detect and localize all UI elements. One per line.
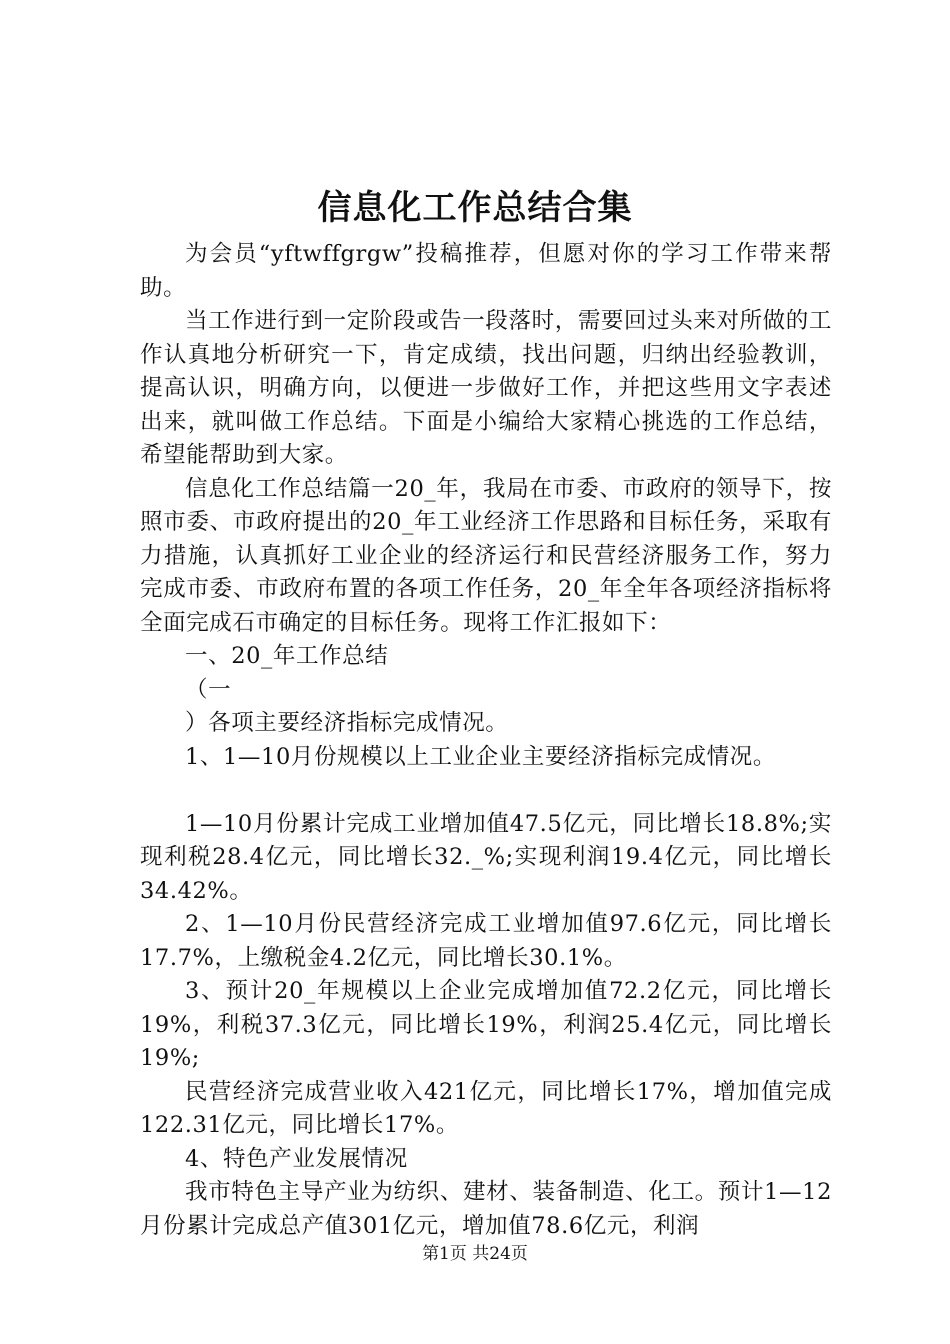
subsection-marker-open: （一 [185,676,232,703]
paragraph-contributor-note: 为会员“yftwffgrgw”投稿推荐，但愿对你的学习工作带来帮助。 [140,241,832,301]
page-number-footer: 第1页 共24页 [422,1244,528,1264]
paragraph-forecast: 3、预计20_年规模以上企业完成增加值72.2亿元，同比增长19%，利税37.3亿元，同比增长19%，利润25.4亿元，同比增长19%; [140,978,832,1071]
subsection-heading-indicators: ）各项主要经济指标完成情况。 [185,710,509,736]
section-heading-summary: 一、20_年工作总结 [185,643,389,669]
document-body [140,238,832,1243]
paragraph-private-economy: 2、1—10月份民营经济完成工业增加值97.6亿元，同比增长17.7%，上缴税金4.2亿元，同比增长30.1%。 [140,911,832,971]
item-heading-featured-industry: 4、特色产业发展情况 [185,1145,408,1172]
document-title: 信息化工作总结合集 [317,188,633,228]
paragraph-featured-industry: 我市特色主导产业为纺织、建材、装备制造、化工。预计1—12月份累计完成总产值301亿元，增加值78.6亿元，利润 [140,1179,832,1239]
item-heading-industrial: 1、1—10月份规模以上工业企业主要经济指标完成情况。 [185,743,776,770]
paragraph-private-revenue: 民营经济完成营业收入421亿元，同比增长17%，增加值完成122.31亿元，同比增长17%。 [140,1078,832,1138]
blank-line [140,774,832,808]
paragraph-summary-one: 信息化工作总结篇一20_年，我局在市委、市政府的领导下，按照市委、市政府提出的20_年工业经济工作思路和目标任务，采取有力措施，认真抓好工业企业的经济运行和民营经济服务工作，努力完成市委、市政府布置的各项工作任务，20_年全年各项经济指标将全面完成石市确定的目标任务。现将工作汇报如下： [140,475,832,636]
paragraph-industrial-figures: 1—10月份累计完成工业增加值47.5亿元，同比增长18.8%;实现利税28.4亿元，同比增长32._%;实现利润19.4亿元，同比增长34.42%。 [140,810,832,904]
paragraph-introduction: 当工作进行到一定阶段或告一段落时，需要回过头来对所做的工作认真地分析研究一下，肯定成绩，找出问题，归纳出经验教训，提高认识，明确方向，以便进一步做好工作，并把这些用文字表述出来，就叫做工作总结。下面是小编给大家精心挑选的工作总结，希望能帮助到大家。 [140,308,832,468]
